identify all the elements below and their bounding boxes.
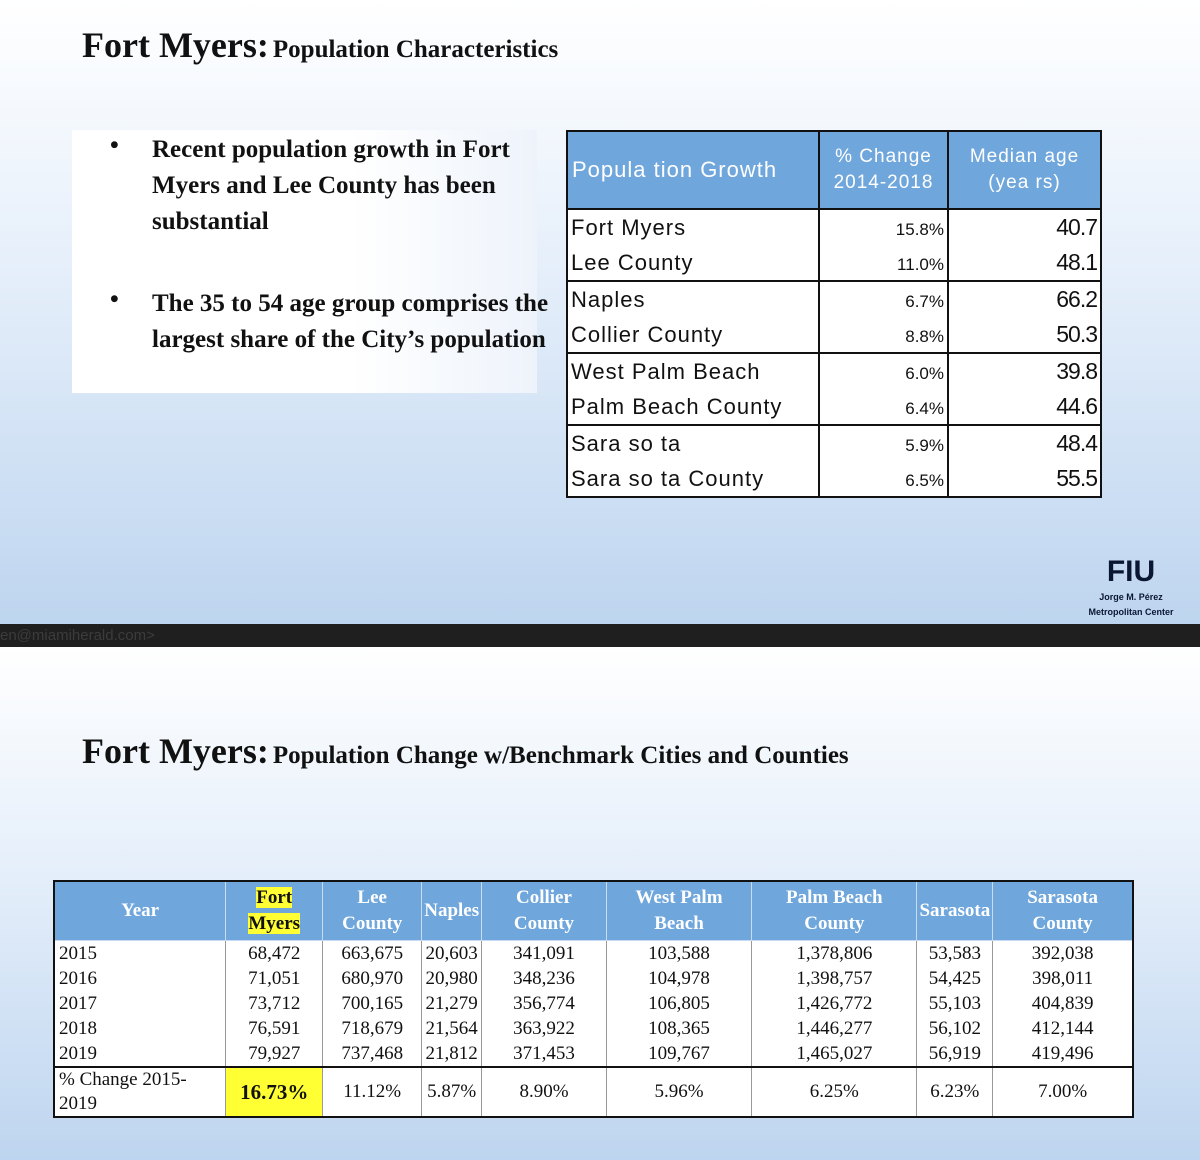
location-cell: Lee County [567,245,819,281]
population-cell: 1,446,277 [752,1016,917,1041]
population-cell: 398,011 [993,966,1133,991]
population-cell: 700,165 [323,991,422,1016]
pct-change-cell: 5.87% [422,1067,482,1117]
population-cell: 663,675 [323,941,422,967]
year-cell: 2019 [54,1041,226,1067]
pct-change-cell: 5.9% [819,425,948,461]
header-lee-county: Lee County [323,881,422,941]
population-cell: 348,236 [482,966,607,991]
header-palm-beach-county: Palm Beach County [752,881,917,941]
pct-change-cell: 6.25% [752,1067,917,1117]
fiu-logo [1078,556,1184,618]
population-cell: 76,591 [226,1016,323,1041]
table-row [567,209,1101,245]
median-age-cell: 40.7 [948,209,1101,245]
header-fort-myers [226,881,323,941]
bullet-dot-icon: • [110,132,119,159]
logo-subtitle-1: Jorge M. Pérez [1099,592,1163,602]
table-row [54,966,1133,991]
population-cell: 56,919 [917,1041,993,1067]
population-cell: 104,978 [606,966,751,991]
slide-title [82,730,849,772]
header-sarasota: Sarasota [917,881,993,941]
population-cell: 718,679 [323,1016,422,1041]
population-cell: 1,426,772 [752,991,917,1016]
table-row [567,281,1101,317]
title-main: Fort Myers: [82,731,269,771]
table-row [567,425,1101,461]
pct-change-row [54,1067,1133,1117]
bullet-text: The 35 to 54 age group comprises the largest share of the City’s population [152,290,549,353]
population-cell: 54,425 [917,966,993,991]
bullet-list [72,130,549,393]
pct-change-cell: 6.4% [819,389,948,425]
table-row [567,353,1101,389]
population-cell: 392,038 [993,941,1133,967]
pct-change-cell: 6.0% [819,353,948,389]
population-cell: 103,588 [606,941,751,967]
table-row [567,461,1101,497]
population-cell: 55,103 [917,991,993,1016]
median-age-cell: 66.2 [948,281,1101,317]
highlighted-header-label: Fort Myers [248,887,301,934]
pct-change-cell: 6.23% [917,1067,993,1117]
pct-change-cell: 11.0% [819,245,948,281]
population-cell: 79,927 [226,1041,323,1067]
population-cell: 71,051 [226,966,323,991]
year-cell: 2017 [54,991,226,1016]
title-sub: Population Change w/Benchmark Cities and Counties [272,742,849,769]
pct-change-cell: 7.00% [993,1067,1133,1117]
pct-change-cell: 5.96% [606,1067,751,1117]
location-cell: Palm Beach County [567,389,819,425]
title-sub: Population Characteristics [272,36,559,63]
population-cell: 53,583 [917,941,993,967]
median-age-cell: 55.5 [948,461,1101,497]
year-cell: 2015 [54,941,226,967]
median-age-cell: 48.1 [948,245,1101,281]
pct-change-label: % Change 2015-2019 [54,1067,226,1117]
population-cell: 1,398,757 [752,966,917,991]
table-body [54,941,1133,1118]
median-age-cell: 39.8 [948,353,1101,389]
population-cell: 21,564 [422,1016,482,1041]
table-row [54,941,1133,967]
population-cell: 21,279 [422,991,482,1016]
population-cell: 404,839 [993,991,1133,1016]
population-cell: 20,980 [422,966,482,991]
population-cell: 1,378,806 [752,941,917,967]
location-cell: Sara so ta County [567,461,819,497]
slide-divider-bar [0,624,1200,647]
population-cell: 419,496 [993,1041,1133,1067]
population-cell: 106,805 [606,991,751,1016]
median-age-cell: 50.3 [948,317,1101,353]
population-cell: 21,812 [422,1041,482,1067]
location-cell: Sara so ta [567,425,819,461]
pct-change-cell: 6.5% [819,461,948,497]
population-cell: 108,365 [606,1016,751,1041]
title-main: Fort Myers: [82,25,269,65]
header-median-age: Median age (yea rs) [948,131,1101,209]
population-cell: 371,453 [482,1041,607,1067]
bullet-text: Recent population growth in Fort Myers and Lee County has been substantial [152,136,510,235]
location-cell: Naples [567,281,819,317]
bullet-dot-icon: • [110,286,119,313]
header-collier-county: Collier County [482,881,607,941]
population-cell: 737,468 [323,1041,422,1067]
table-row [54,1016,1133,1041]
location-cell: Collier County [567,317,819,353]
population-cell: 680,970 [323,966,422,991]
table-body [567,209,1101,497]
table-row [567,245,1101,281]
table-row [54,1041,1133,1067]
population-growth-table [566,130,1102,498]
email-fragment: en@miamiherald.com> [0,627,155,644]
header-west-palm-beach: West Palm Beach [606,881,751,941]
population-cell: 56,102 [917,1016,993,1041]
table-header-row [54,881,1133,941]
population-change-table [53,880,1134,1118]
table-row [567,389,1101,425]
logo-wordmark: FIU [1106,555,1156,588]
table-header-row [567,131,1101,209]
year-cell: 2016 [54,966,226,991]
header-population-growth: Popula tion Growth [567,131,819,209]
header-pct-change: % Change 2014-2018 [819,131,948,209]
header-year: Year [54,881,226,941]
population-cell: 68,472 [226,941,323,967]
slide-title [82,24,558,66]
population-cell: 356,774 [482,991,607,1016]
location-cell: Fort Myers [567,209,819,245]
population-cell: 109,767 [606,1041,751,1067]
location-cell: West Palm Beach [567,353,819,389]
pct-change-cell: 8.8% [819,317,948,353]
population-cell: 363,922 [482,1016,607,1041]
year-cell: 2018 [54,1016,226,1041]
pct-change-cell: 15.8% [819,209,948,245]
median-age-cell: 48.4 [948,425,1101,461]
pct-change-cell: 6.7% [819,281,948,317]
pct-change-cell: 8.90% [482,1067,607,1117]
median-age-cell: 44.6 [948,389,1101,425]
table-row [54,991,1133,1016]
header-sarasota-county: Sarasota County [993,881,1133,941]
population-cell: 73,712 [226,991,323,1016]
pct-change-cell: 16.73% [226,1067,323,1117]
population-cell: 341,091 [482,941,607,967]
population-cell: 20,603 [422,941,482,967]
pct-change-cell: 11.12% [323,1067,422,1117]
header-naples: Naples [422,881,482,941]
population-cell: 1,465,027 [752,1041,917,1067]
population-cell: 412,144 [993,1016,1133,1041]
table-row [567,317,1101,353]
logo-subtitle-2: Metropolitan Center [1088,607,1174,617]
